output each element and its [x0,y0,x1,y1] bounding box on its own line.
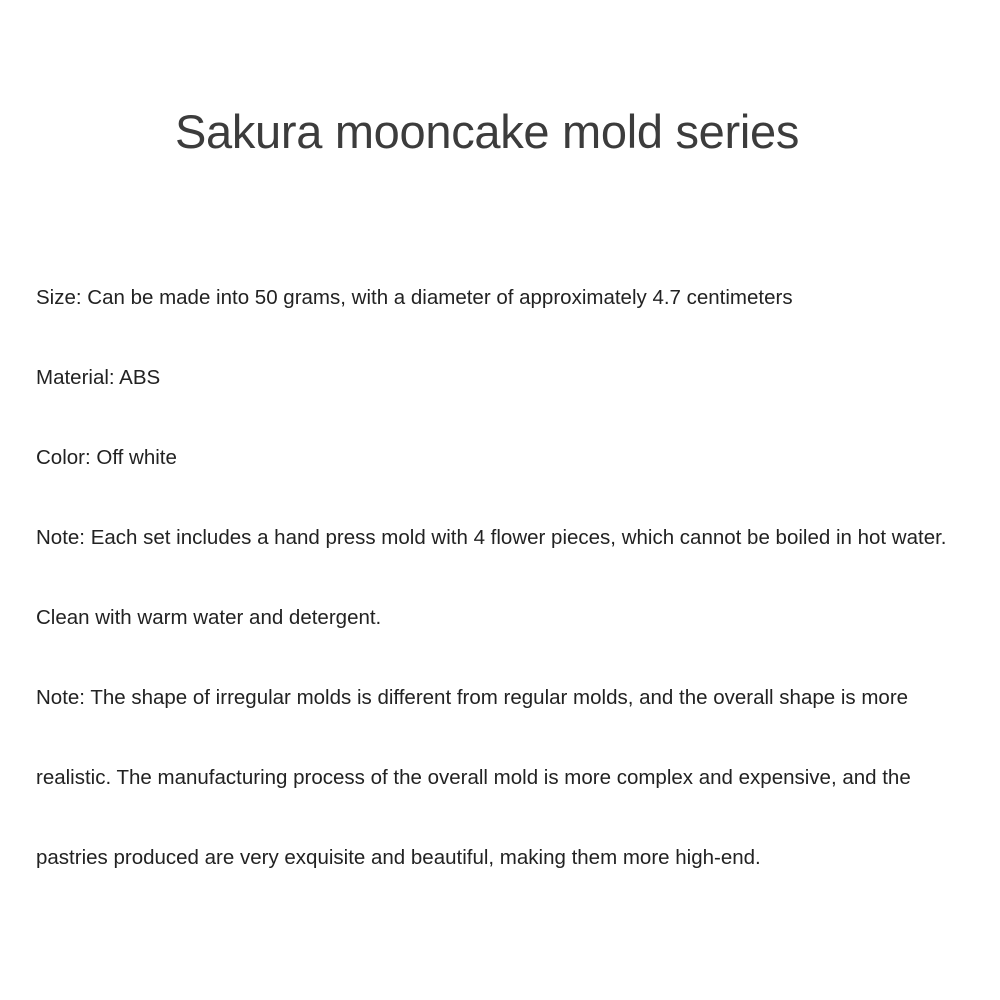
product-specs [36,258,966,898]
spec-size: Size: Can be made into 50 grams, with a diameter of approximately 4.7 centimeters [36,286,793,309]
spec-material: Material: ABS [36,366,161,389]
spec-color: Color: Off white [36,446,177,469]
page-title: Sakura mooncake mold series [174,105,800,158]
spec-note-usage: Note: Each set includes a hand press mold with 4 flower pieces, which cannot be boiled in hot water. Clean with warm water and detergent. [36,526,947,629]
spec-note-shape: Note: The shape of irregular molds is different from regular molds, and the overall shape is more realistic. The manufacturing process of the overall mold is more complex and expensive, and the pastries produced are very exquisite and beautiful, making them more high-end. [36,686,911,869]
